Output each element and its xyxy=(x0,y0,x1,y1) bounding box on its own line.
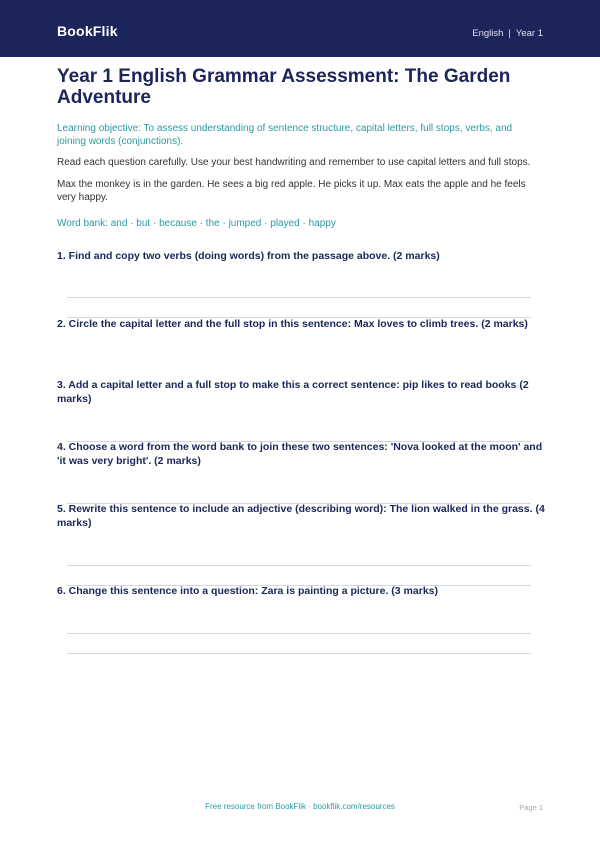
question-5: 5. Rewrite this sentence to include an adjective (describing word): The lion walked in the grass. (4 marks) xyxy=(57,503,545,529)
footer-credit: Free resource from BookFlik · bookflik.com/resources xyxy=(205,802,395,811)
page-header xyxy=(0,0,600,57)
learning-objective: Learning objective: To assess understanding of sentence structure, capital letters, full stops, verbs, and joining words (conjunctions). xyxy=(57,123,513,147)
question-4: 4. Choose a word from the word bank to join these two sentences: 'Nova looked at the moon' and 'it was very bright'. (2 marks) xyxy=(57,441,543,467)
word-bank: Word bank: and · but · because · the · jumped · played · happy xyxy=(57,218,336,229)
instructions-text: Read each question carefully. Use your best handwriting and remember to use capital letters and full stops. xyxy=(57,157,531,168)
question-1: 1. Find and copy two verbs (doing words) from the passage above. (2 marks) xyxy=(57,250,440,262)
question-6: 6. Change this sentence into a question: Zara is painting a picture. (3 marks) xyxy=(57,585,438,597)
question-2: 2. Circle the capital letter and the full stop in this sentence: Max loves to climb trees. (2 marks) xyxy=(57,318,528,330)
answer-line[interactable] xyxy=(67,565,531,566)
page-title: Year 1 English Grammar Assessment: The Garden Adventure xyxy=(57,66,511,108)
brand-logo: BookFlik xyxy=(57,23,118,39)
subject-label: English xyxy=(472,28,504,39)
page-number: Page 1 xyxy=(519,803,543,812)
year-label: Year 1 xyxy=(515,28,543,39)
header-separator: | xyxy=(508,28,511,39)
reading-passage: Max the monkey is in the garden. He sees a big red apple. He picks it up. Max eats the apple and he feels very happy. xyxy=(57,179,526,203)
question-3: 3. Add a capital letter and a full stop to make this a correct sentence: pip likes to read books (2 marks) xyxy=(57,379,529,405)
answer-line[interactable] xyxy=(67,633,531,634)
answer-line[interactable] xyxy=(67,653,531,654)
answer-line[interactable] xyxy=(67,297,531,298)
header-meta xyxy=(472,28,543,39)
